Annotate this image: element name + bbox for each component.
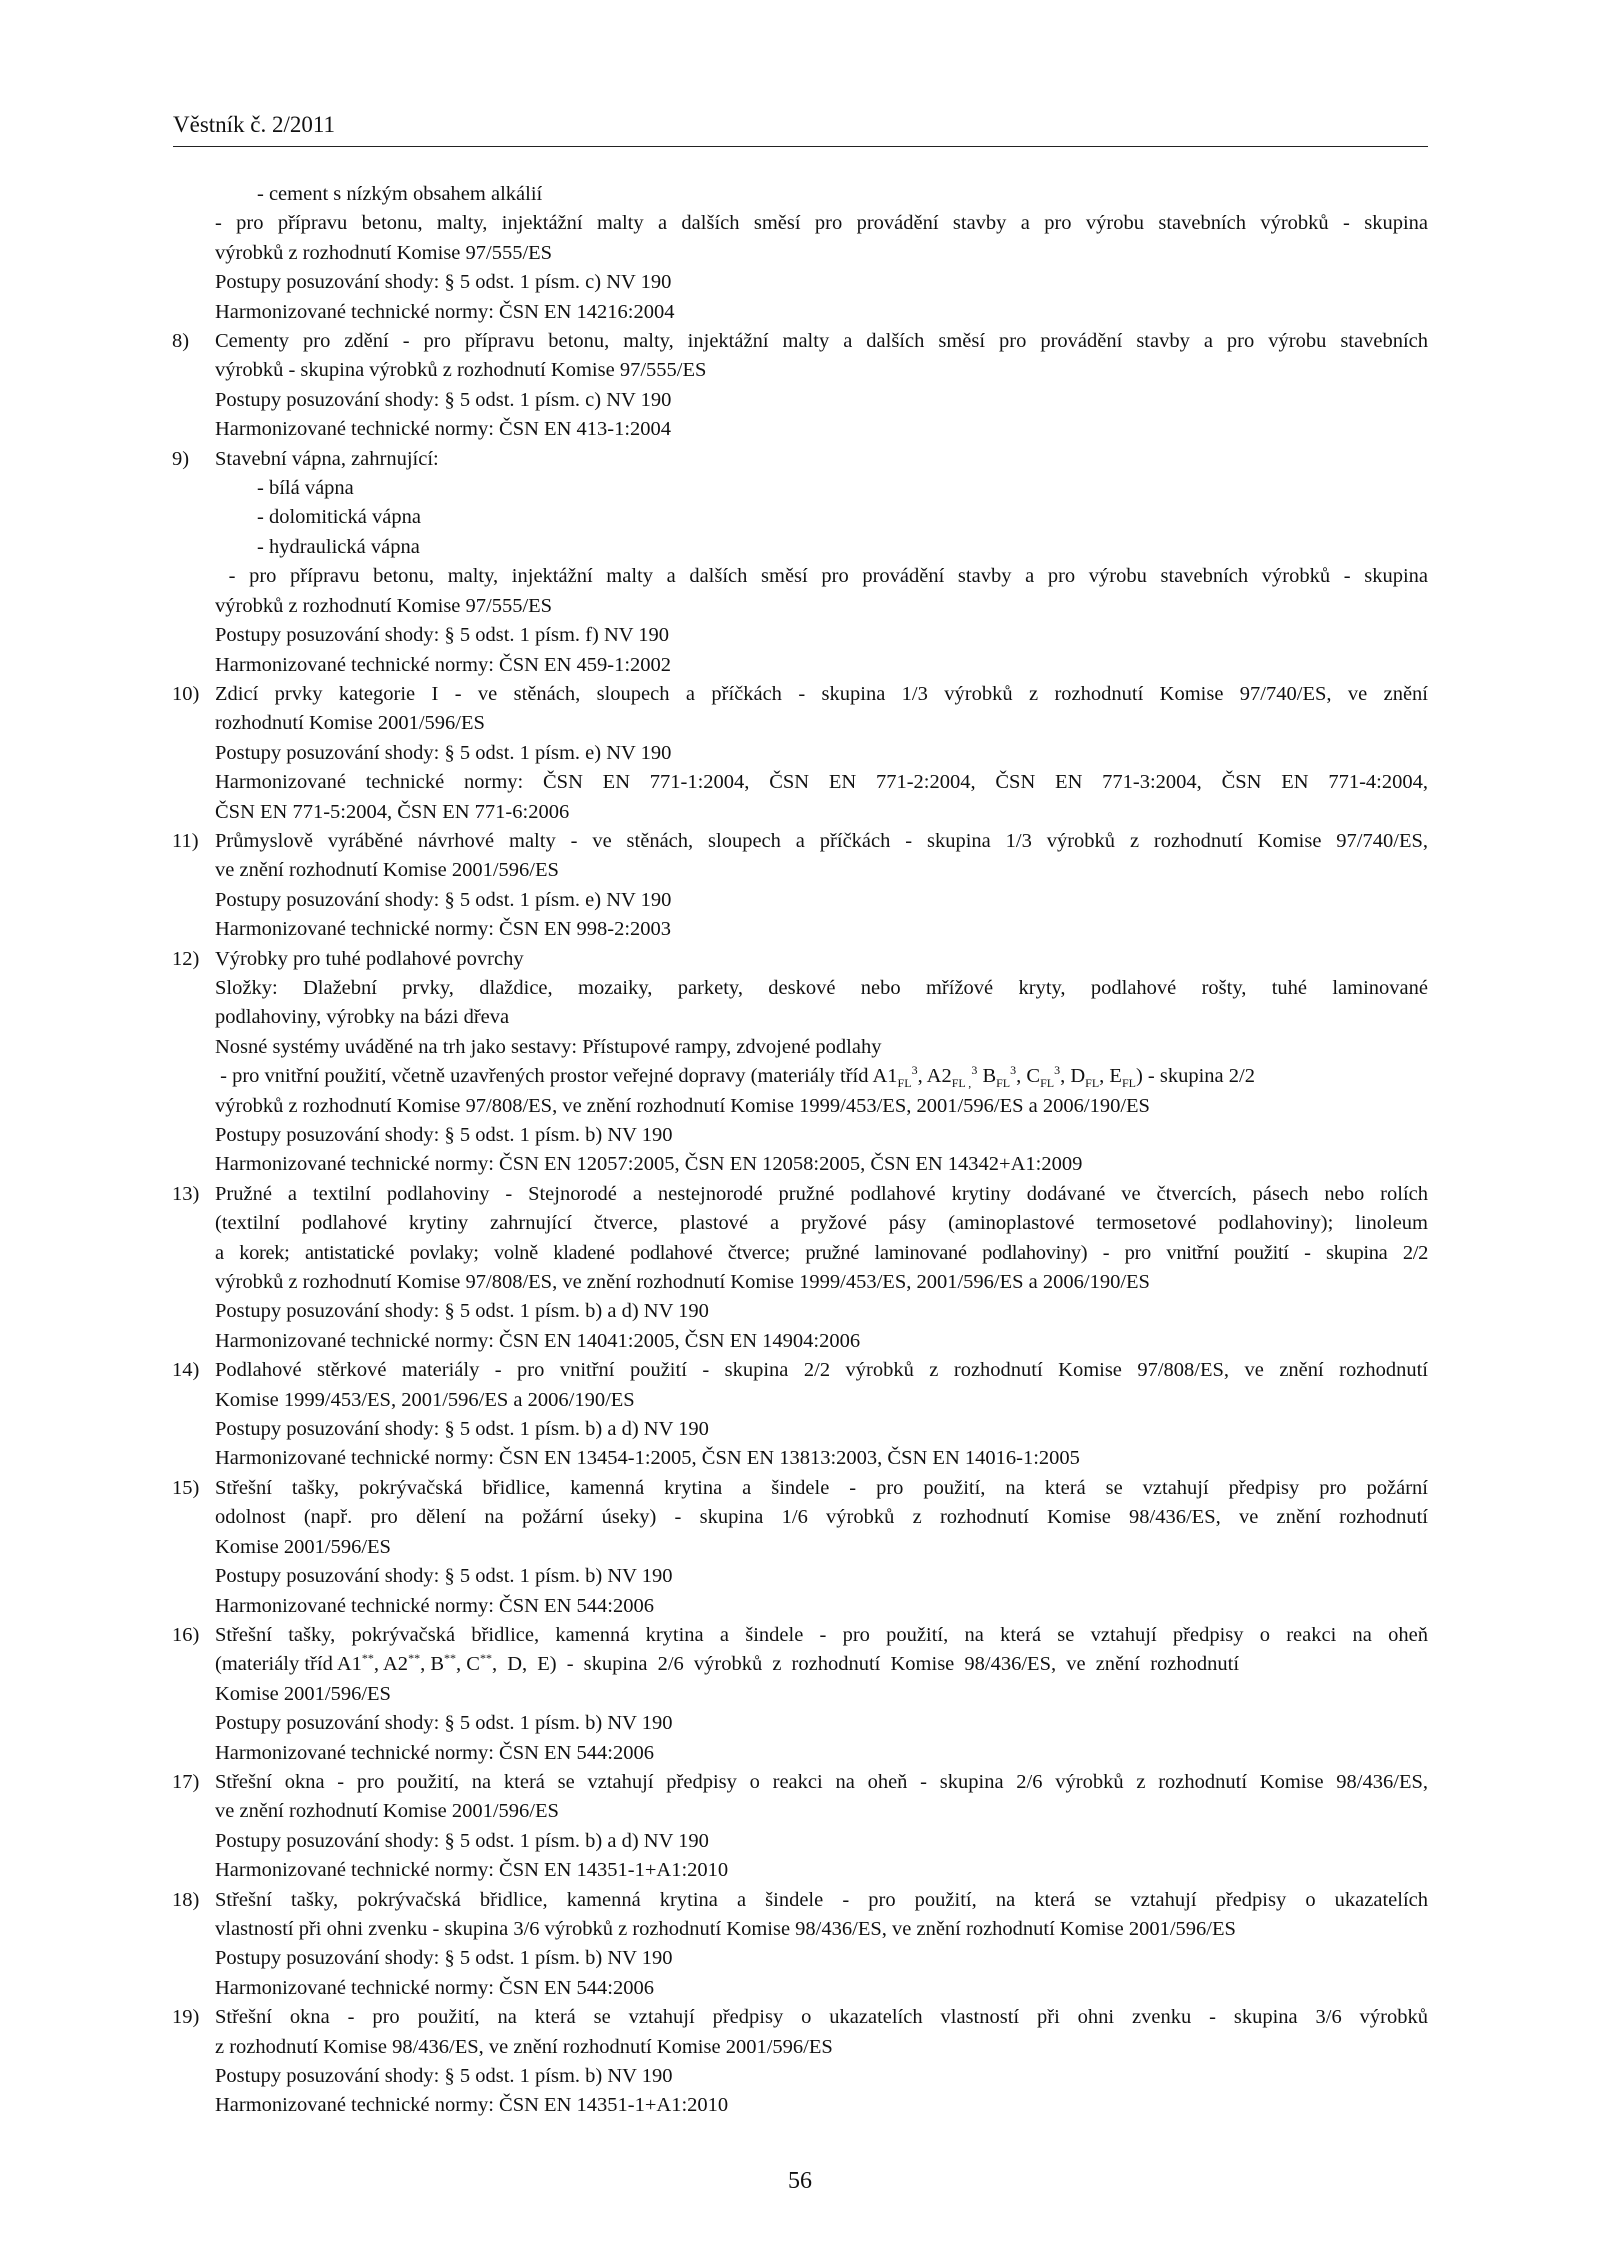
text-line: Harmonizované technické normy: ČSN EN 544:2006	[215, 1594, 654, 1617]
text-line: ve znění rozhodnutí Komise 2001/596/ES	[215, 859, 559, 882]
item-number: 11)	[172, 829, 199, 852]
text-line: podlahoviny, výrobky na bázi dřeva	[215, 1006, 510, 1029]
list-item-17	[173, 1768, 1428, 1886]
text-line: Postupy posuzování shody: § 5 odst. 1 písm. e) NV 190	[215, 888, 672, 911]
text-line: výrobků z rozhodnutí Komise 97/555/ES	[215, 241, 553, 264]
text-line: Zdicí prvky kategorie I - ve stěnách, sloupech a příčkách - skupina 1/3 výrobků z rozhodnutí Komise 97/740/ES, ve znění	[215, 682, 1428, 705]
list-item-16	[173, 1621, 1428, 1768]
text-line: výrobků z rozhodnutí Komise 97/808/ES, ve znění rozhodnutí Komise 1999/453/ES, 2001/596/ES a 2006/190/ES	[215, 1094, 1150, 1117]
text-line: Komise 2001/596/ES	[215, 1535, 391, 1558]
text-line: Harmonizované technické normy: ČSN EN 14216:2004	[215, 300, 675, 323]
text-line: Harmonizované technické normy: ČSN EN 14041:2005, ČSN EN 14904:2006	[215, 1329, 861, 1352]
list-item-9	[173, 445, 1428, 680]
text-line: Postupy posuzování shody: § 5 odst. 1 písm. b) NV 190	[215, 1947, 673, 1970]
subscript: FL ,	[951, 1076, 972, 1091]
list-item-12	[173, 945, 1428, 1180]
journal-title: Věstník č. 2/2011	[173, 112, 336, 137]
text-line: Harmonizované technické normy: ČSN EN 13454-1:2005, ČSN EN 13813:2003, ČSN EN 14016-1:2005	[215, 1447, 1080, 1470]
text-line: Postupy posuzování shody: § 5 odst. 1 písm. b) NV 190	[215, 1565, 673, 1588]
text-line: Postupy posuzování shody: § 5 odst. 1 písm. b) NV 190	[215, 1124, 673, 1146]
text-line: (textilní podlahové krytiny zahrnující čtverce, plastové a pryžové pásy (aminoplastové termosetové podlahoviny); linoleum	[215, 1212, 1428, 1235]
text-line: Harmonizované technické normy: ČSN EN 12057:2005, ČSN EN 12058:2005, ČSN EN 14342+A1:2009	[215, 1153, 1083, 1176]
superscript: 3	[1054, 1063, 1061, 1078]
subscript: FL	[1040, 1076, 1055, 1091]
item-number: 13)	[172, 1182, 200, 1205]
text-fragment: , A2	[373, 1653, 409, 1676]
text-line-with-classes	[215, 1650, 1428, 1679]
text-line: Harmonizované technické normy: ČSN EN 544:2006	[215, 1741, 654, 1764]
text-line: Postupy posuzování shody: § 5 odst. 1 písm. b) a d) NV 190	[215, 1418, 709, 1441]
text-line: Postupy posuzování shody: § 5 odst. 1 písm. e) NV 190	[215, 741, 672, 764]
page-number: 56	[788, 2168, 812, 2194]
list-item-8	[173, 327, 1428, 445]
text-line: výrobků z rozhodnutí Komise 97/808/ES, ve znění rozhodnutí Komise 1999/453/ES, 2001/596/ES a 2006/190/ES	[215, 1271, 1150, 1294]
text-line: Postupy posuzování shody: § 5 odst. 1 písm. c) NV 190	[215, 388, 672, 411]
text-line-with-classes	[215, 1062, 1428, 1091]
list-item-13	[173, 1180, 1428, 1356]
text-line: Postupy posuzování shody: § 5 odst. 1 písm. b) a d) NV 190	[215, 1300, 709, 1323]
superscript: 3	[971, 1063, 978, 1078]
sub-item: - bílá vápna	[257, 477, 354, 500]
item-number: 8)	[172, 330, 190, 353]
text-fragment: , D, E) - skupina 2/6 výrobků z rozhodnutí Komise 98/436/ES, ve znění rozhodnutí	[491, 1653, 1240, 1676]
list-item-14	[173, 1356, 1428, 1474]
text-line: Harmonizované technické normy: ČSN EN 544:2006	[215, 1976, 654, 1999]
text-fragment: - pro vnitřní použití, včetně uzavřených prostor veřejné dopravy (materiály tříd A1	[215, 1065, 898, 1088]
text-fragment: ) - skupina 2/2	[1135, 1065, 1255, 1088]
text-line: ve znění rozhodnutí Komise 2001/596/ES	[215, 1800, 559, 1823]
subscript: FL	[1085, 1076, 1100, 1091]
text-line: - pro přípravu betonu, malty, injektážní malty a dalších směsí pro provádění stavby a pro výrobu stavebních výrobků - skupina	[215, 565, 1428, 588]
text-line: Postupy posuzování shody: § 5 odst. 1 písm. f) NV 190	[215, 624, 670, 647]
sub-item: - hydraulická vápna	[257, 535, 420, 558]
text-line: a korek; antistatické povlaky; volně kladené podlahové čtverce; pružné laminované podlahoviny) - pro vnitřní použití - skupina 2/2	[215, 1241, 1428, 1264]
text-line: ČSN EN 771-5:2004, ČSN EN 771-6:2006	[215, 800, 570, 823]
superscript: 3	[911, 1063, 918, 1078]
text-line: - pro přípravu betonu, malty, injektážní malty a dalších směsí pro provádění stavby a pro výrobu stavebních výrobků - skupina	[215, 212, 1428, 235]
list-item-19	[173, 2003, 1428, 2121]
text-line: Stavební vápna, zahrnující:	[215, 447, 439, 470]
item-number: 16)	[172, 1623, 200, 1646]
text-line: Postupy posuzování shody: § 5 odst. 1 písm. b) NV 190	[215, 2065, 673, 2087]
subscript: FL	[1121, 1076, 1136, 1091]
subscript: FL	[996, 1076, 1011, 1091]
text-line: Postupy posuzování shody: § 5 odst. 1 písm. c) NV 190	[215, 271, 672, 294]
text-line: Průmyslově vyráběné návrhové malty - ve stěnách, sloupech a příčkách - skupina 1/3 výrobků z rozhodnutí Komise 97/740/ES,	[215, 829, 1428, 852]
text-line: z rozhodnutí Komise 98/436/ES, ve znění rozhodnutí Komise 2001/596/ES	[215, 2035, 833, 2058]
sub-item: - dolomitická vápna	[257, 506, 421, 529]
text-line: Harmonizované technické normy: ČSN EN 14351-1+A1:2010	[215, 2094, 729, 2117]
text-line: Střešní tašky, pokrývačská břidlice, kamenná krytina a šindele - pro použití, na která se vztahují předpisy pro požární	[215, 1476, 1428, 1499]
list-item-15	[173, 1474, 1428, 1621]
superscript: **	[408, 1651, 421, 1666]
text-line: Harmonizované technické normy: ČSN EN 998-2:2003	[215, 918, 672, 941]
superscript: **	[444, 1651, 456, 1666]
text-line: Složky: Dlažební prvky, dlaždice, mozaiky, parkety, deskové nebo mřížové kryty, podlahové rošty, tuhé laminované	[215, 976, 1428, 999]
text-fragment: , B	[420, 1653, 444, 1676]
superscript: **	[479, 1651, 492, 1666]
page-header	[173, 110, 1428, 147]
text-line: výrobků - skupina výrobků z rozhodnutí Komise 97/555/ES	[215, 359, 707, 382]
list-item-11	[173, 827, 1428, 945]
text-line: Střešní okna - pro použití, na která se vztahují předpisy o ukazatelích vlastností při ohni zvenku - skupina 3/6 výrobků	[215, 2006, 1428, 2029]
item-number: 12)	[172, 947, 200, 970]
subscript: FL	[897, 1076, 912, 1091]
text-fragment: , C	[1016, 1065, 1041, 1088]
text-line: - cement s nízkým obsahem alkálií	[257, 183, 543, 205]
text-line: Pružné a textilní podlahoviny - Stejnorodé a nestejnorodé pružné podlahové krytiny dodávané ve čtvercích, pásech nebo rolích	[215, 1182, 1428, 1205]
item-number: 17)	[172, 1770, 200, 1793]
item-number: 18)	[172, 1888, 200, 1911]
text-line: odolnost (např. pro dělení na požární úseky) - skupina 1/6 výrobků z rozhodnutí Komise 98/436/ES, ve znění rozhodnutí	[215, 1506, 1428, 1529]
text-line: rozhodnutí Komise 2001/596/ES	[215, 712, 485, 735]
text-line: Střešní tašky, pokrývačská břidlice, kamenná krytina a šindele - pro použití, na která se vztahují předpisy o reakci na oheň	[215, 1623, 1428, 1646]
list-item-18	[173, 1886, 1428, 2004]
text-line: Postupy posuzování shody: § 5 odst. 1 písm. b) a d) NV 190	[215, 1829, 709, 1852]
superscript: **	[361, 1651, 374, 1666]
text-fragment: (materiály tříd A1	[215, 1653, 362, 1676]
text-line: Střešní okna - pro použití, na která se vztahují předpisy o reakci na oheň - skupina 2/6 výrobků z rozhodnutí Komise 98/436/ES,	[215, 1770, 1428, 1793]
item-number: 19)	[172, 2006, 200, 2029]
text-line: Podlahové stěrkové materiály - pro vnitřní použití - skupina 2/2 výrobků z rozhodnutí Komise 97/808/ES, ve znění rozhodnutí	[215, 1359, 1428, 1382]
text-fragment: , E	[1099, 1065, 1122, 1088]
list-item-10	[173, 680, 1428, 827]
intro-block	[173, 180, 1428, 327]
text-fragment: B	[977, 1065, 997, 1088]
text-line: Harmonizované technické normy: ČSN EN 459-1:2002	[215, 653, 672, 676]
text-line: Cementy pro zdění - pro přípravu betonu, malty, injektážní malty a dalších směsí pro provádění stavby a pro výrobu stavebních	[215, 330, 1428, 353]
text-fragment: , C	[456, 1653, 480, 1676]
text-line: Harmonizované technické normy: ČSN EN 771-1:2004, ČSN EN 771-2:2004, ČSN EN 771-3:2004, ČSN EN 771-4:2004,	[215, 771, 1428, 794]
text-line: Nosné systémy uváděné na trh jako sestavy: Přístupové rampy, zdvojené podlahy	[215, 1035, 882, 1058]
text-fragment: , A2	[917, 1065, 952, 1088]
item-number: 15)	[172, 1476, 200, 1499]
superscript: 3	[1010, 1063, 1017, 1078]
text-line: Harmonizované technické normy: ČSN EN 14351-1+A1:2010	[215, 1859, 729, 1882]
item-number: 10)	[172, 682, 200, 705]
text-line: výrobků z rozhodnutí Komise 97/555/ES	[215, 594, 553, 617]
text-line: vlastností při ohni zvenku - skupina 3/6 výrobků z rozhodnutí Komise 98/436/ES, ve znění rozhodnutí Komise 2001/596/ES	[215, 1917, 1236, 1940]
text-line: Komise 2001/596/ES	[215, 1682, 391, 1705]
text-line: Postupy posuzování shody: § 5 odst. 1 písm. b) NV 190	[215, 1712, 673, 1735]
text-line: Komise 1999/453/ES, 2001/596/ES a 2006/190/ES	[215, 1388, 635, 1411]
text-line: Výrobky pro tuhé podlahové povrchy	[215, 947, 524, 970]
document-body	[173, 180, 1428, 2121]
item-number: 14)	[172, 1359, 200, 1382]
text-fragment: , D	[1060, 1065, 1086, 1088]
text-line: Střešní tašky, pokrývačská břidlice, kamenná krytina a šindele - pro použití, na která se vztahují předpisy o ukazatelích	[215, 1888, 1428, 1911]
item-number: 9)	[172, 447, 190, 470]
text-line: Harmonizované technické normy: ČSN EN 413-1:2004	[215, 418, 672, 441]
